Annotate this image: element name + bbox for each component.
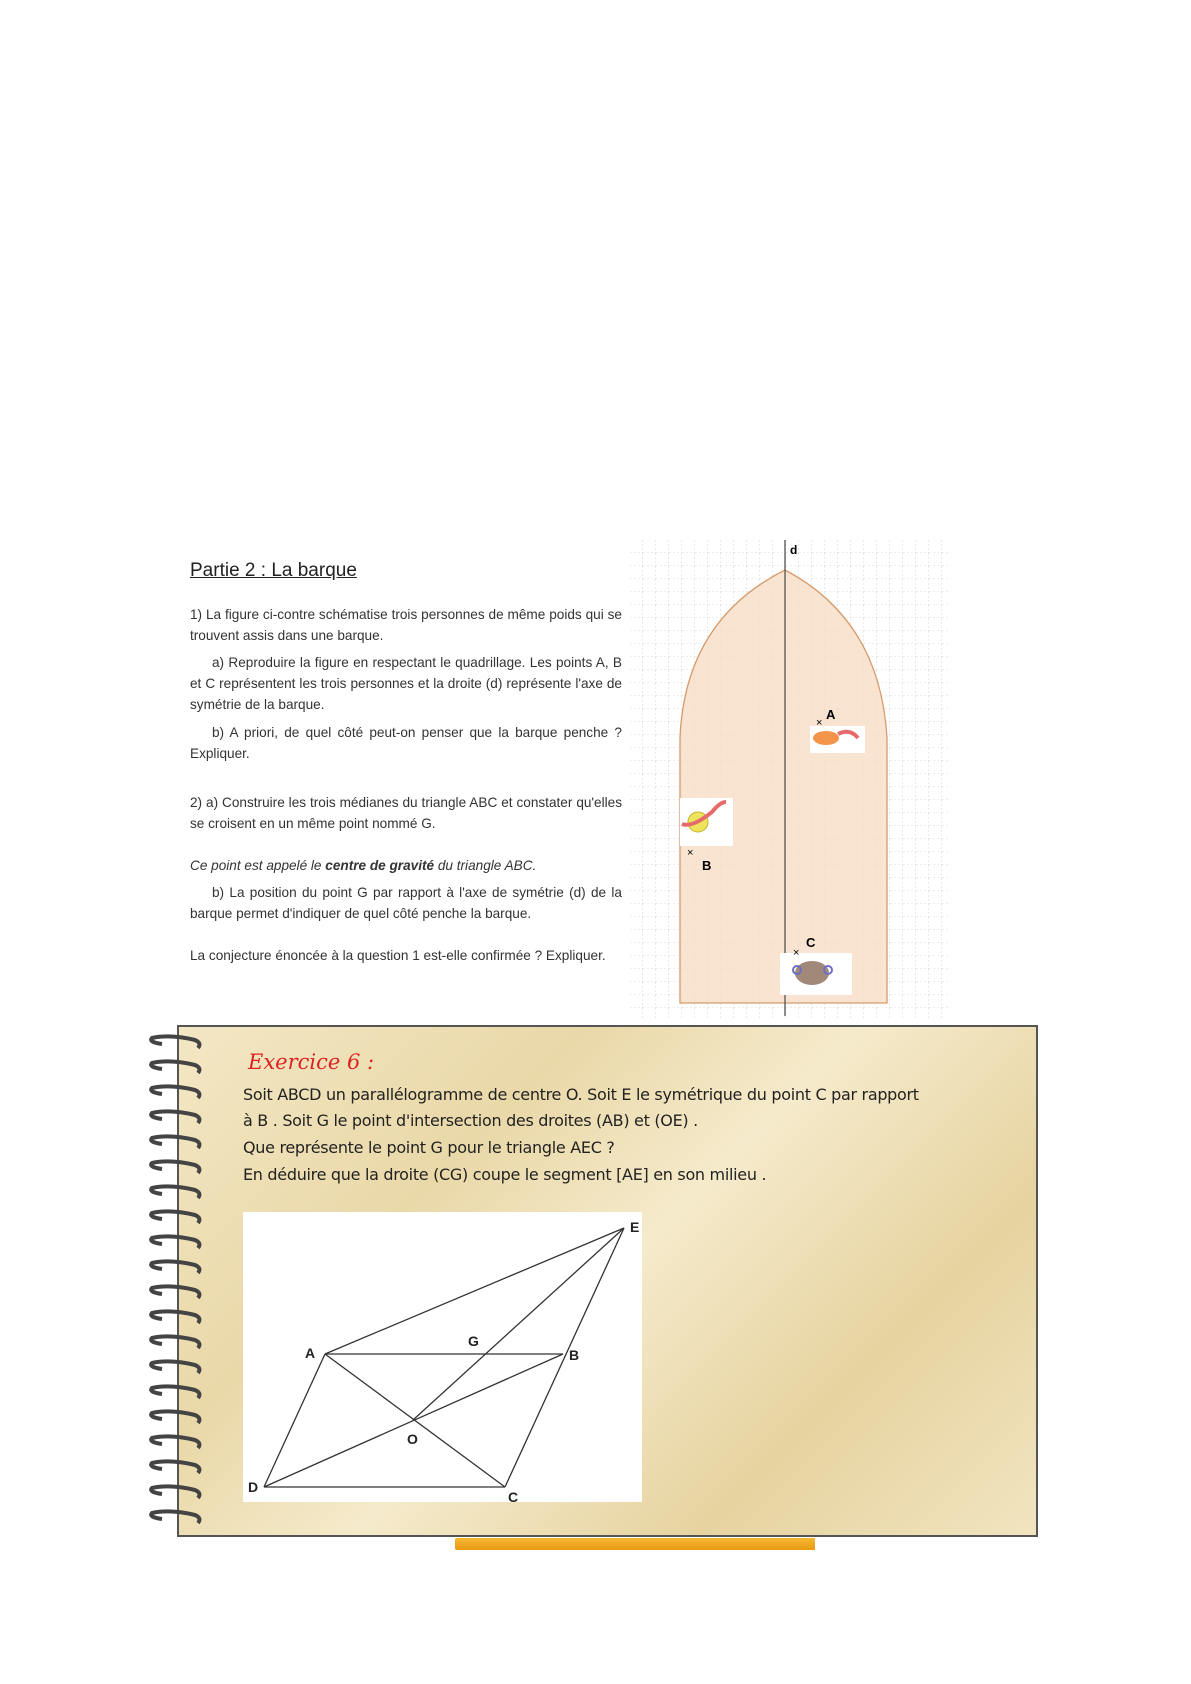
segment-ad [264, 1354, 325, 1487]
exercise-title: Exercice 6 : [248, 1050, 375, 1074]
label-o: O [407, 1431, 418, 1447]
spiral-ring [151, 1436, 199, 1448]
question-2b: b) La position du point G par rapport à l'axe de symétrie (d) de la barque permet d'indiquer de quel côté penche la barque. [190, 885, 622, 921]
note-text: Ce point est appelé le [190, 858, 326, 873]
spiral-ring [151, 1411, 199, 1423]
spiral-ring [151, 1161, 199, 1173]
spiral-ring [151, 1511, 199, 1523]
spiral-ring [151, 1086, 199, 1098]
spiral-ring [151, 1261, 199, 1273]
spiral-ring [151, 1461, 199, 1473]
question-1: 1) La figure ci-contre schématise trois personnes de même poids qui se trouvent assis dans une barque. [190, 607, 622, 643]
question-1b: b) A priori, de quel côté peut-on penser que la barque penche ? Expliquer. [190, 725, 622, 761]
label-a: A [305, 1345, 316, 1361]
note-bold: centre de gravité [325, 858, 435, 873]
question-2a: 2) a) Construire les trois médianes du triangle ABC et constater qu'elles se croisent en un même point nommé G. [190, 795, 622, 831]
question-1a: a) Reproduire la figure en respectant le quadrillage. Les points A, B et C représentent les trois personnes et la droite (d) représente l'axe de symétrie de la barque. [190, 655, 622, 712]
exercise-line: Soit ABCD un parallélogramme de centre O. Soit E le symétrique du point C par rapport [243, 1085, 919, 1104]
cross-c: × [793, 947, 800, 959]
spiral-ring [151, 1336, 199, 1348]
question-2c: La conjecture énoncée à la question 1 est-elle confirmée ? Expliquer. [190, 948, 606, 963]
line-oe [413, 1228, 624, 1420]
label-a: A [826, 707, 836, 722]
exercise-line: à B . Soit G le point d'intersection des droites (AB) et (OE) . [243, 1111, 698, 1130]
spiral-ring [151, 1236, 199, 1248]
cross-a: × [816, 717, 823, 729]
part-title: Partie 2 : La barque [190, 560, 357, 581]
label-b: B [569, 1347, 580, 1363]
spiral-ring [151, 1386, 199, 1398]
exercise-line: Que représente le point G pour le triangle AEC ? [243, 1138, 615, 1157]
diagonal-db [264, 1354, 563, 1487]
axis-label: d [790, 543, 798, 557]
gravity-note [190, 855, 622, 876]
spiral-ring [151, 1361, 199, 1373]
spiral-ring [151, 1286, 199, 1298]
spiral-ring [151, 1186, 199, 1198]
label-d: D [248, 1479, 259, 1495]
spiral-ring [151, 1036, 199, 1048]
note-text-end: du triangle ABC. [434, 858, 537, 873]
spiral-binding [140, 1030, 210, 1535]
label-b: B [702, 858, 712, 873]
boat-figure [630, 540, 950, 1020]
parallelogram-figure [243, 1212, 642, 1502]
spiral-ring [151, 1311, 199, 1323]
label-c: C [806, 935, 816, 950]
boat-hull [680, 570, 887, 1003]
label-g: G [468, 1333, 479, 1349]
segment-ce [505, 1228, 624, 1487]
spiral-ring [151, 1061, 199, 1073]
label-e: E [630, 1219, 640, 1235]
spiral-ring [151, 1111, 199, 1123]
pencil-decoration [455, 1538, 815, 1550]
cross-b: × [687, 847, 694, 859]
spiral-ring [151, 1211, 199, 1223]
spiral-ring [151, 1486, 199, 1498]
exercise-line: En déduire que la droite (CG) coupe le segment [AE] en son milieu . [243, 1165, 767, 1184]
label-c: C [508, 1489, 519, 1502]
spiral-ring [151, 1136, 199, 1148]
